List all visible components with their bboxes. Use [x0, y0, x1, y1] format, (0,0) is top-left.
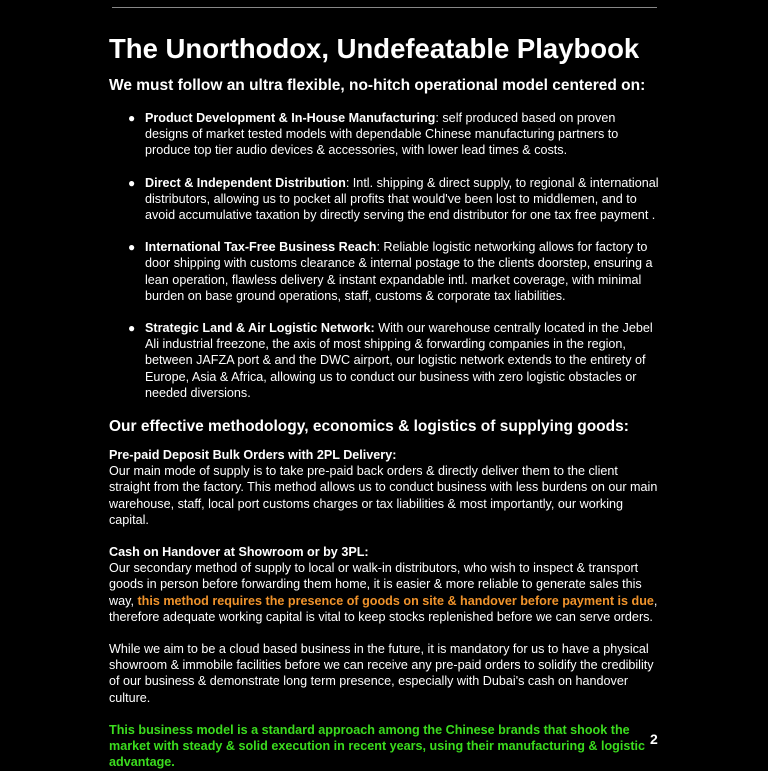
cash-text-lead: Our secondary method of supply to local or walk-in distributors, who wish to inspect & transport goods in person before forwarding them home, it is easier & more reliable to generate sales this way, — [109, 561, 642, 608]
prepaid-section — [109, 447, 661, 528]
prepaid-heading: Pre-paid Deposit Bulk Orders with 2PL Delivery: — [109, 448, 397, 463]
list-item-heading: Strategic Land & Air Logistic Network: — [145, 321, 375, 336]
cash-text-after: , therefore adequate working capital is vital to keep stocks replenished before we can serve orders. — [109, 593, 658, 624]
cash-highlight: this method requires the presence of goods on site & handover before payment is due — [137, 593, 654, 608]
list-item-text: : self produced based on proven designs of market tested models with dependable Chinese manufacturing partners to produce top tier audio devices & accessories, with lower lead times & costs. — [145, 111, 619, 158]
list-item — [109, 175, 661, 224]
cloud-section — [109, 641, 661, 706]
cash-heading: Cash on Handover at Showroom or by 3PL: — [109, 545, 369, 560]
list-item-text: With our warehouse centrally located in the Jebel Ali industrial freezone, the axis of most shipping & forwarding companies in the region, between JAFZA port & and the DWC airport, our logistic network extends to the entirety of Europe, Asia & Africa, allowing us to conduct our business with zero logistic obstacles or needed diversions. — [145, 321, 653, 400]
cloud-paragraph: While we aim to be a cloud based business in the future, it is mandatory for us to have a physical showroom & immobile facilities before we can receive any pre-paid orders to solidify the credibility of our business & demonstrate long term presence, especially with Dubai's cash on handover culture. — [109, 642, 654, 705]
bullet-icon: ● — [128, 321, 136, 336]
methodology-heading: Our effective methodology, economics & logistics of supplying goods: — [109, 418, 629, 436]
list-item-heading: Direct & Independent Distribution — [145, 175, 346, 190]
list-item — [109, 320, 661, 401]
page-title: The Unorthodox, Undefeatable Playbook — [109, 33, 640, 64]
bullet-icon: ● — [128, 111, 136, 125]
top-divider — [112, 7, 657, 8]
list-item-text: : Reliable logistic networking allows for factory to door shipping with customs clearance & internal postage to the clients doorstep, ensuring a lean operation, flawless delivery & instant expandable intl. market coverage, with minimal burden on base ground operations, staff, customs & corporate tax liabilities. — [145, 240, 653, 303]
cash-text — [109, 560, 661, 625]
list-item-text: : Intl. shipping & direct supply, to regional & international distributors, allowing us to pocket all profits that would've been lost to middlemen, and to avoid accumulative taxation by directly serving the end distributor for one tax free payment . — [145, 175, 659, 223]
list-item-heading: Product Development & In-House Manufacturing — [145, 111, 436, 125]
list-item — [109, 110, 661, 159]
operational-model-list — [109, 110, 661, 401]
prepaid-text: Our main mode of supply is to take pre-paid back orders & directly deliver them to the client straight from the factory. This method allows us to conduct business with less burdens on our main warehouse, staff, local port customs charges or tax liabilities & most importantly, our working capital. — [109, 464, 658, 527]
closing-section — [109, 722, 661, 771]
cash-section — [109, 544, 661, 625]
intro-subheading: We must follow an ultra flexible, no-hitch operational model centered on: — [109, 77, 646, 94]
list-item-heading: International Tax-Free Business Reach — [145, 240, 377, 255]
page-number: 2 — [650, 731, 658, 747]
bullet-icon: ● — [128, 175, 136, 190]
list-item — [109, 239, 661, 304]
bullet-icon: ● — [128, 240, 136, 255]
document-page — [109, 30, 661, 771]
closing-statement: This business model is a standard approach among the Chinese brands that shook the market with steady & solid execution in recent years, using their manufacturing & logistic advantage. — [109, 722, 646, 770]
